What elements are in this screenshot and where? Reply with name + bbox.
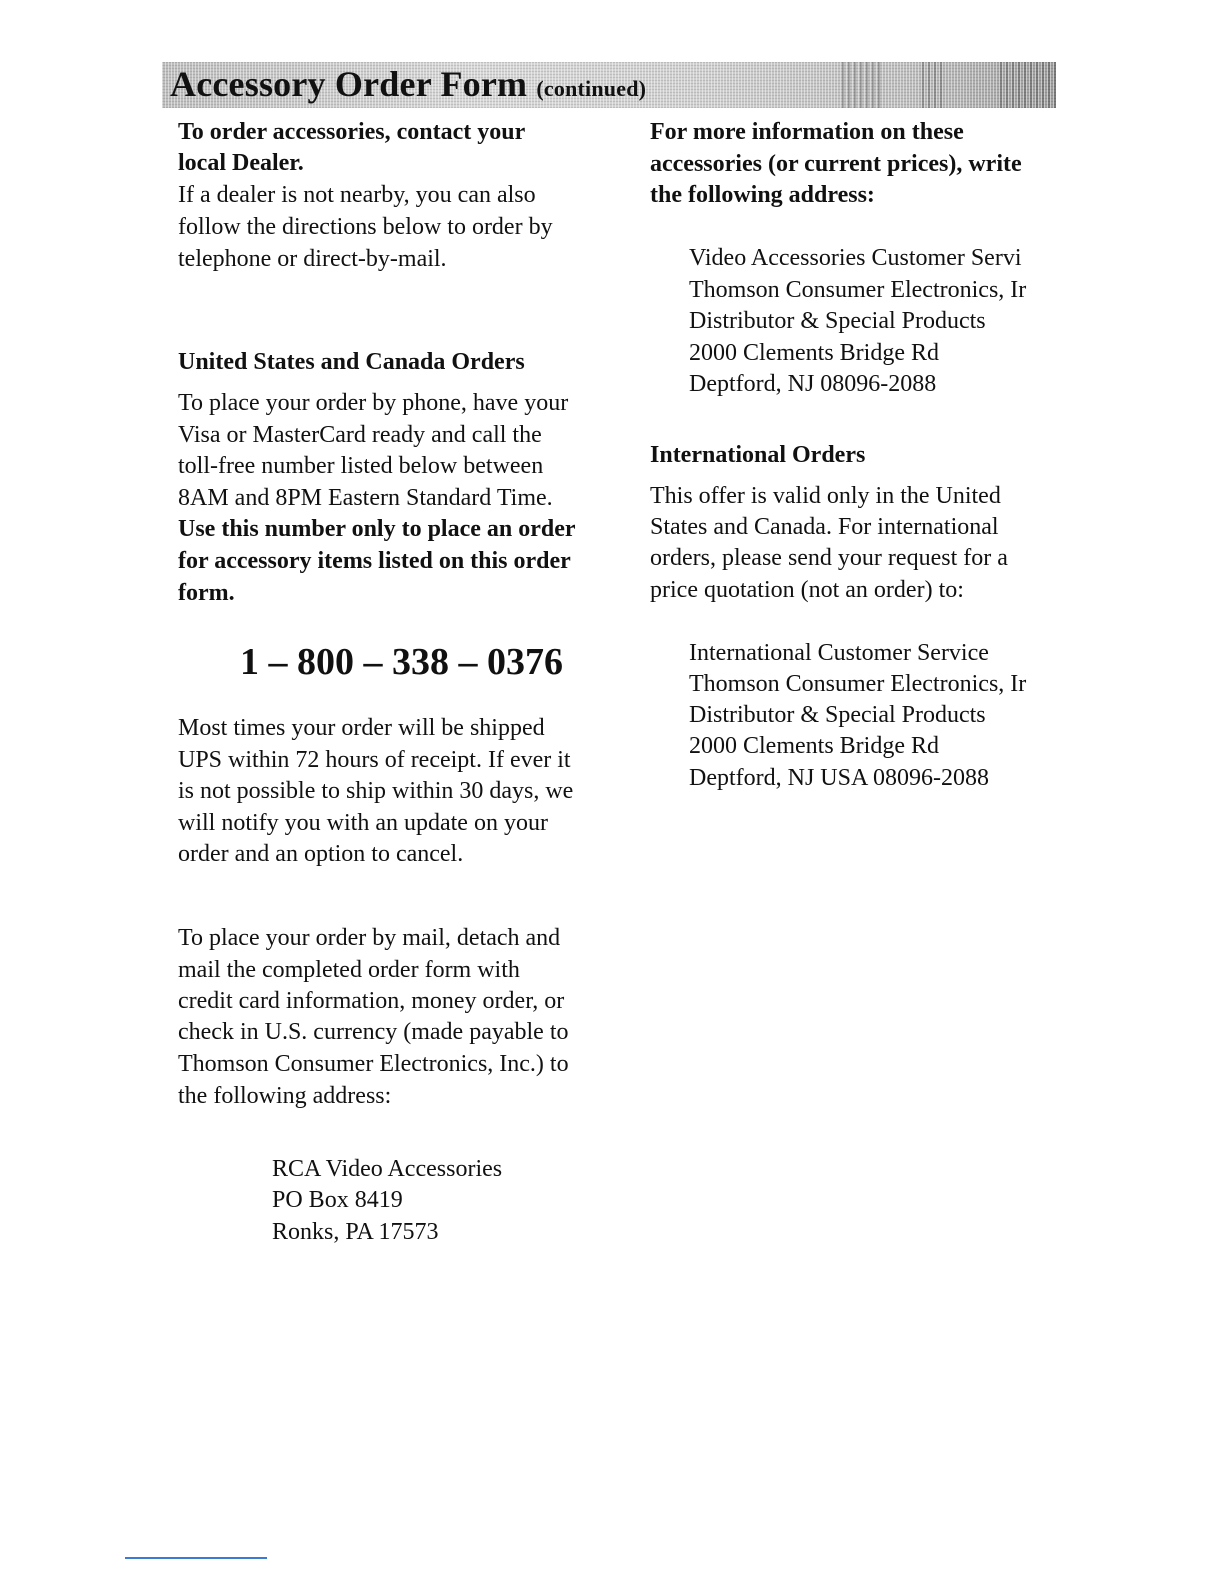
mail-text-line: mail the completed order form with bbox=[178, 957, 520, 983]
page-title bbox=[170, 63, 646, 105]
shipping-text-line: order and an option to cancel. bbox=[178, 841, 464, 867]
intl-address-line: Distributor & Special Products bbox=[689, 702, 986, 728]
intl-text-line: price quotation (not an order) to: bbox=[650, 577, 964, 603]
footer-divider bbox=[125, 1557, 267, 1559]
us-text-line: Visa or MasterCard ready and call the bbox=[178, 422, 542, 448]
intro-text-line: If a dealer is not nearby, you can also bbox=[178, 182, 536, 208]
mail-text-line: credit card information, money order, or bbox=[178, 988, 565, 1014]
us-bold-line: form. bbox=[178, 580, 235, 606]
mail-address-line: Ronks, PA 17573 bbox=[272, 1219, 439, 1245]
intl-address-line: International Customer Service bbox=[689, 640, 989, 666]
banner-texture bbox=[842, 62, 882, 108]
us-bold-line: for accessory items listed on this order bbox=[178, 548, 571, 574]
us-canada-heading: United States and Canada Orders bbox=[178, 349, 525, 375]
intro-heading-line-1: To order accessories, contact your bbox=[178, 119, 526, 145]
intl-address-line: Deptford, NJ USA 08096-2088 bbox=[689, 765, 989, 791]
us-text-line: 8AM and 8PM Eastern Standard Time. bbox=[178, 485, 553, 511]
info-address-line: Video Accessories Customer Servi bbox=[689, 245, 1022, 271]
shipping-text-line: UPS within 72 hours of receipt. If ever it bbox=[178, 747, 571, 773]
info-address-line: Distributor & Special Products bbox=[689, 308, 986, 334]
mail-text-line: To place your order by mail, detach and bbox=[178, 925, 561, 951]
info-address-line: 2000 Clements Bridge Rd bbox=[689, 340, 939, 366]
info-address-line: Thomson Consumer Electronics, Ir bbox=[689, 277, 1027, 303]
intl-address-line: 2000 Clements Bridge Rd bbox=[689, 733, 939, 759]
intl-address-line: Thomson Consumer Electronics, Ir bbox=[689, 671, 1027, 697]
toll-free-phone-number: 1 – 800 – 338 – 0376 bbox=[240, 641, 563, 683]
banner-texture bbox=[1000, 62, 1056, 108]
shipping-text-line: is not possible to ship within 30 days, we bbox=[178, 778, 574, 804]
info-heading-line: accessories (or current prices), write bbox=[650, 151, 1022, 177]
us-text-line: toll-free number listed below between bbox=[178, 453, 544, 479]
us-text-line: To place your order by phone, have your bbox=[178, 390, 569, 416]
us-bold-line: Use this number only to place an order bbox=[178, 516, 576, 542]
international-heading: International Orders bbox=[650, 442, 866, 468]
shipping-text-line: will notify you with an update on your bbox=[178, 810, 548, 836]
mail-text-line: Thomson Consumer Electronics, Inc.) to bbox=[178, 1051, 569, 1077]
intro-text-line: follow the directions below to order by bbox=[178, 214, 553, 240]
mail-address-line: PO Box 8419 bbox=[272, 1187, 403, 1213]
banner-texture bbox=[922, 62, 944, 108]
info-heading-line: For more information on these bbox=[650, 119, 964, 145]
page-title-text: Accessory Order Form bbox=[170, 64, 528, 104]
shipping-text-line: Most times your order will be shipped bbox=[178, 715, 545, 741]
mail-address-line: RCA Video Accessories bbox=[272, 1156, 503, 1182]
mail-text-line: check in U.S. currency (made payable to bbox=[178, 1019, 569, 1045]
intl-text-line: This offer is valid only in the United bbox=[650, 483, 1001, 509]
mail-text-line: the following address: bbox=[178, 1083, 392, 1109]
intl-text-line: States and Canada. For international bbox=[650, 514, 999, 540]
header-banner bbox=[162, 62, 1056, 108]
page-subtitle: (continued) bbox=[536, 76, 647, 101]
intro-text-line: telephone or direct-by-mail. bbox=[178, 246, 447, 272]
intl-text-line: orders, please send your request for a bbox=[650, 545, 1008, 571]
info-address-line: Deptford, NJ 08096-2088 bbox=[689, 371, 937, 397]
info-heading-line: the following address: bbox=[650, 182, 875, 208]
intro-heading-line-2: local Dealer. bbox=[178, 150, 304, 176]
